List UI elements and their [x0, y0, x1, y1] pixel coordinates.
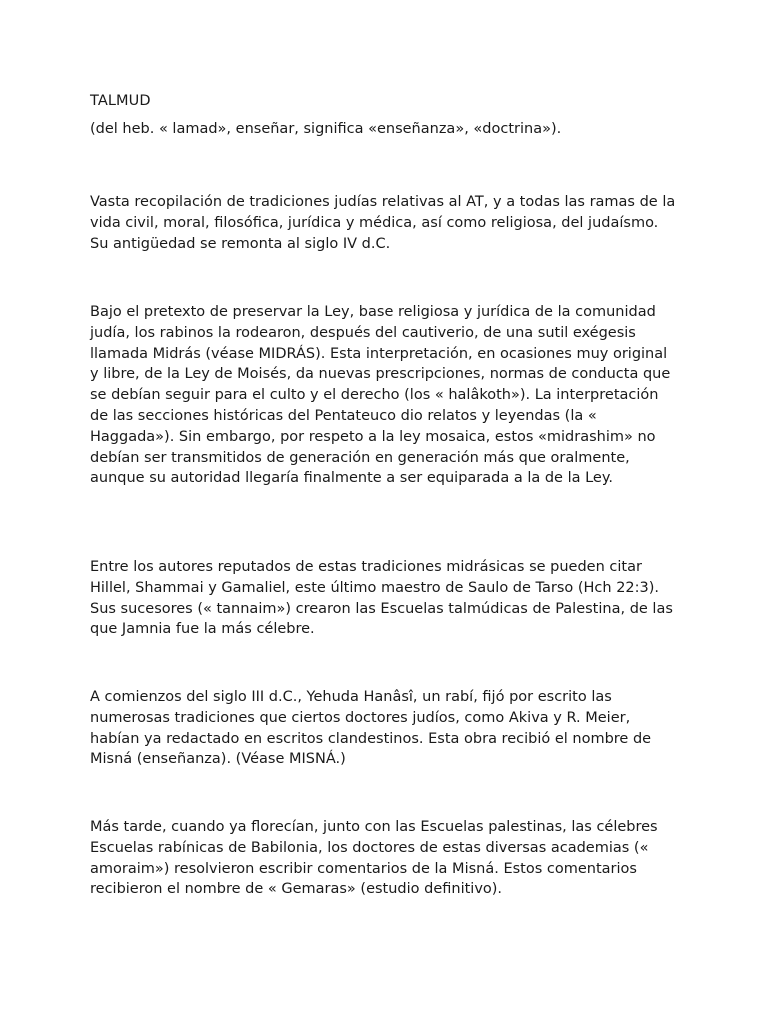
document-page	[90, 91, 686, 898]
paragraph-3: Entre los autores reputados de estas tradiciones midrásicas se pueden citar Hillel, Shammai y Gamaliel, este último maestro de Saulo de Tarso (Hch 22:3). Sus sucesores (« tannaim») crearon las Escuelas talmúdicas de Palestina, de las que Jamnia fue la más célebre.	[90, 559, 673, 638]
document-title: TALMUD	[90, 93, 151, 109]
paragraph-5: Más tarde, cuando ya florecían, junto con las Escuelas palestinas, las célebres Escuelas rabínicas de Babilonia, los doctores de estas diversas academias (« amoraim») resolvieron escribir comentarios de la Misná. Estos comentarios recibieron el nombre de « Gemaras» (estudio definitivo).	[90, 819, 658, 898]
paragraph-2: Bajo el pretexto de preservar la Ley, base religiosa y jurídica de la comunidad judía, los rabinos la rodearon, después del cautiverio, de una sutil exégesis llamada Midrás (véase MIDRÁS). Esta interpretación, en ocasiones muy original y libre, de la Ley de Moisés, da nuevas prescripciones, normas de conducta que se debían seguir para el culto y el derecho (los « halâkoth»). La interpretación de las secciones históricas del Pentateuco dio relatos y leyendas (la « Haggada»). Sin embargo, por respeto a la ley mosaica, estos «midrashim» no debían ser transmitidos de generación en generación más que oralmente, aunque su autoridad llegaría finalmente a ser equiparada a la de la Ley.	[90, 304, 671, 487]
paragraph-4: A comienzos del siglo III d.C., Yehuda Hanâsî, un rabí, fijó por escrito las numerosas tradiciones que ciertos doctores judíos, como Akiva y R. Meier, habían ya redactado en escritos clandestinos. Esta obra recibió el nombre de Misná (enseñanza). (Véase MISNÁ.)	[90, 689, 652, 768]
paragraph-1: Vasta recopilación de tradiciones judías relativas al AT, y a todas las ramas de la vida civil, moral, filosófica, jurídica y médica, así como religiosa, del judaísmo. Su antigüedad se remonta al siglo IV d.C.	[90, 194, 676, 252]
document-subtitle: (del heb. « lamad», enseñar, significa «enseñanza», «doctrina»).	[90, 121, 562, 137]
